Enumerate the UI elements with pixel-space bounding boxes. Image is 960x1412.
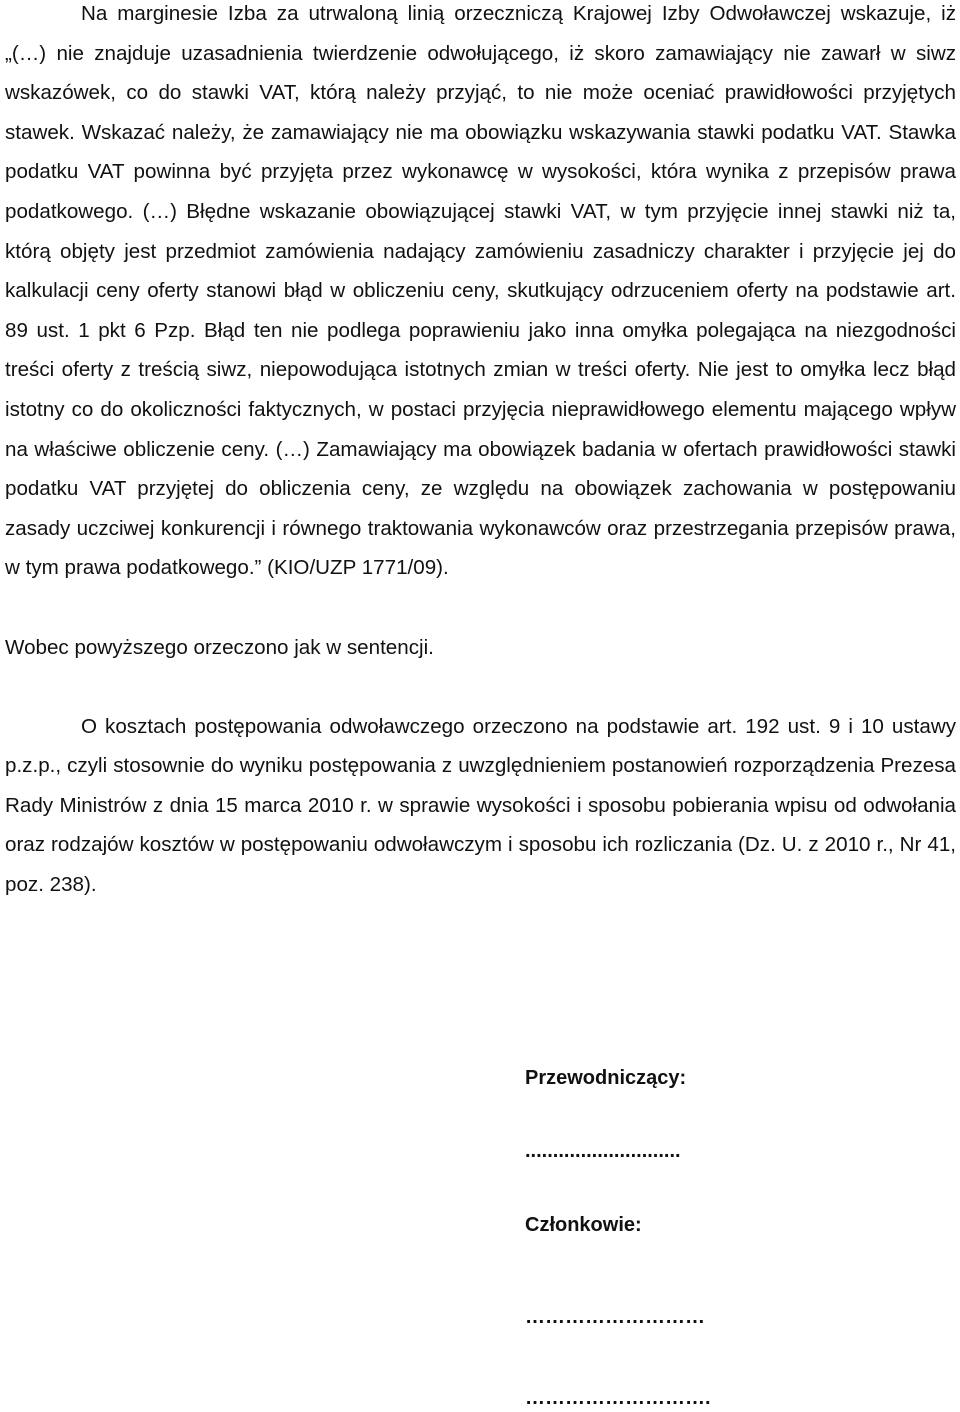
member-signature-line-1: ……………………… (525, 1306, 705, 1328)
paragraph-vat-ruling: Na marginesie Izba za utrwaloną linią orzeczniczą Krajowej Izby Odwoławczej wskazuje, iż „(…) nie znajduje uzasadnienia twierdzenie odwołującego, iż skoro zamawiający nie zawarł w siwz wskazówek, co do stawki VAT, którą należy przyjąć, to nie może oceniać prawidłowości przyjętych stawek. Wskazać należy, że zamawiający nie ma obowiązku wskazywania stawki podatku VAT. Stawka podatku VAT powinna być przyjęta przez wykonawcę w wysokości, która wynika z przepisów prawa podatkowego. (…) Błędne wskazanie obowiązującej stawki VAT, w tym przyjęcie innej stawki niż ta, którą objęty jest przedmiot zamówienia nadający zamówieniu zasadniczy charakter i przyjęcie jej do kalkulacji ceny oferty stanowi błąd w obliczeniu ceny, skutkujący odrzuceniem oferty na podstawie art. 89 ust. 1 pkt 6 Pzp. Błąd ten nie podlega poprawieniu jako inna omyłka polegająca na niezgodności treści oferty z treścią siwz, niepowodująca istotnych zmian w treści oferty. Nie jest to omyłka lecz błąd istotny co do okoliczności faktycznych, w postaci przyjęcia nieprawidłowego elementu mającego wpływ na właściwe obliczenie ceny. (…) Zamawiający ma obowiązek badania w ofertach prawidłowości stawki podatku VAT przyjętej do obliczenia ceny, ze względu na obowiązek zachowania w postępowaniu zasady uczciwej konkurencji i równego traktowania wykonawców oraz przestrzegania przepisów prawa, w tym prawa podatkowego.” (KIO/UZP 1771/09). (5, 2, 956, 580)
chair-label: Przewodniczący: (525, 1067, 687, 1089)
document-body (5, 0, 956, 904)
members-label: Członkowie: (525, 1214, 642, 1236)
chair-signature-line: ............................ (525, 1140, 681, 1162)
paragraph-conclusion: Wobec powyższego orzeczono jak w sentencji. (5, 635, 434, 659)
paragraph-costs: O kosztach postępowania odwoławczego orzeczono na podstawie art. 192 ust. 9 i 10 ustawy p.z.p., czyli stosownie do wyniku postępowania z uwzględnieniem postanowień rozporządzenia Prezesa Rady Ministrów z dnia 15 marca 2010 r. w sprawie wysokości i sposobu pobierania wpisu od odwołania oraz rodzajów kosztów w postępowaniu odwoławczym i sposobu ich rozliczania (Dz. U. z 2010 r., Nr 41, poz. 238). (5, 714, 956, 896)
member-signature-line-2: ………………………. (525, 1387, 711, 1409)
